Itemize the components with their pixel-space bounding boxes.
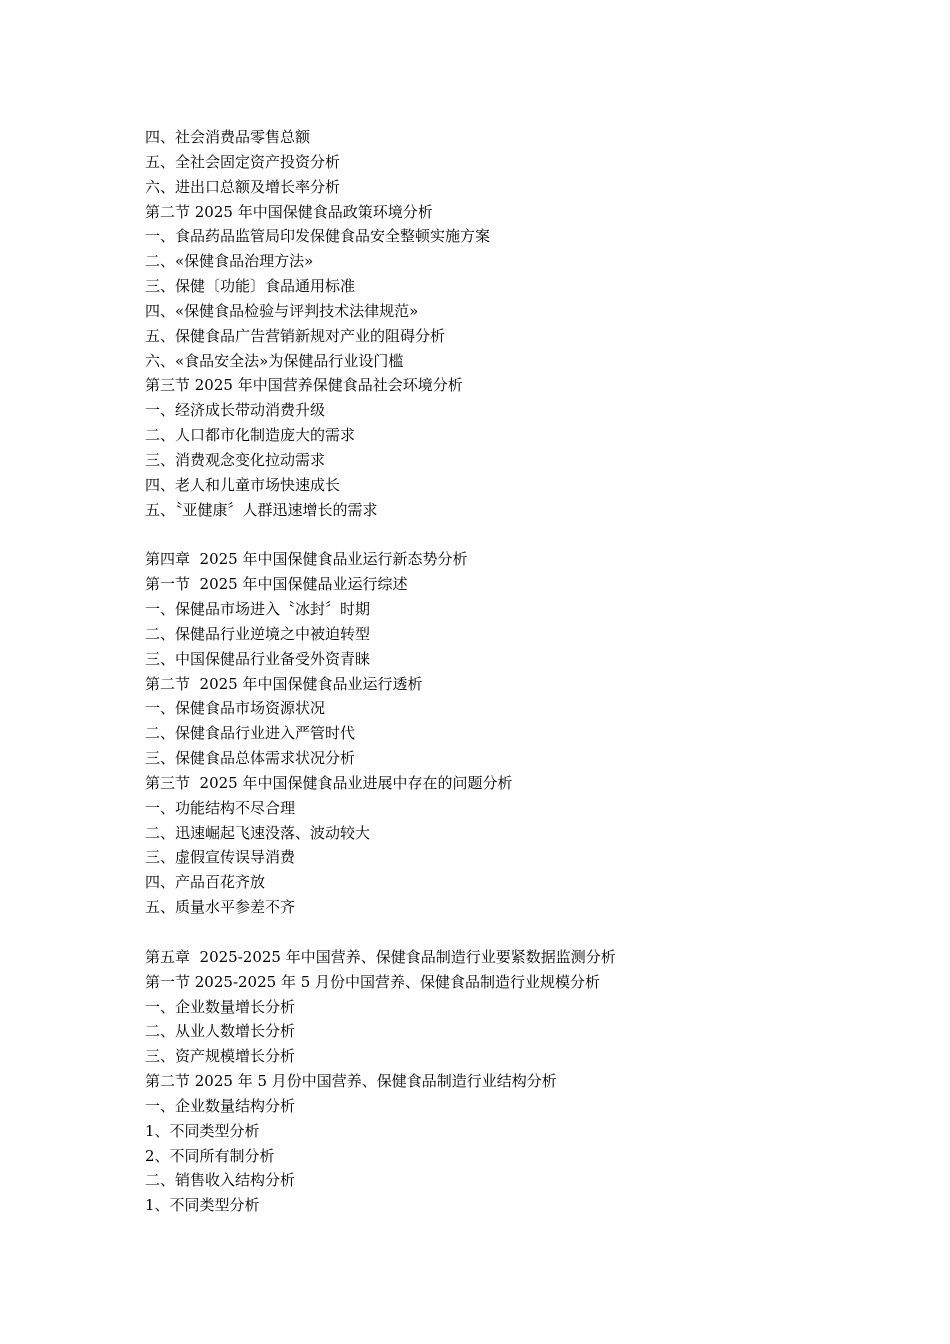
text-line: 五、质量水平参差不齐 (145, 898, 296, 917)
section-heading: 第二节 2025 年中国保健食品政策环境分析 (145, 202, 433, 221)
text-line: 三、消费观念变化拉动需求 (145, 450, 326, 469)
section-heading: 第三节 2025 年中国保健食品业进展中存在的问题分析 (145, 773, 513, 792)
section-heading: 第一节 2025 年中国保健品业运行综述 (145, 575, 408, 594)
text-line: 三、保健〔功能〕食品通用标准 (145, 277, 356, 296)
text-line: 一、企业数量结构分析 (145, 1096, 296, 1115)
section-heading: 第二节 2025 年 5 月份中国营养、保健食品制造行业结构分析 (145, 1072, 557, 1091)
text-line: 二、保健食品行业进入严管时代 (145, 724, 356, 743)
text-line: 二、保健品行业逆境之中被迫转型 (145, 624, 371, 643)
text-line: 二、销售收入结构分析 (145, 1171, 296, 1190)
text-line: 1、不同类型分析 (145, 1196, 260, 1215)
text-line: 三、保健食品总体需求状况分析 (145, 749, 356, 768)
blank-line (145, 523, 845, 548)
text-line: 二、从业人数增长分析 (145, 1022, 296, 1041)
text-line: 五、保健食品广告营销新规对产业的阻碍分析 (145, 326, 446, 345)
text-line: 四、老人和儿童市场快速成长 (145, 475, 341, 494)
text-line: 二、迅速崛起飞速没落、波动较大 (145, 823, 371, 842)
text-line: 四、«保健食品检验与评判技术法律规范» (145, 301, 419, 320)
text-line: 一、企业数量增长分析 (145, 997, 296, 1016)
text-line: 一、功能结构不尽合理 (145, 798, 296, 817)
text-line: 2、不同所有制分析 (145, 1146, 275, 1165)
text-line: 一、保健品市场进入〝冰封〞时期 (145, 600, 371, 619)
text-line: 二、«保健食品治理方法» (145, 252, 314, 271)
text-line: 四、产品百花齐放 (145, 873, 266, 892)
text-line: 五、全社会固定资产投资分析 (145, 152, 341, 171)
blank-line (145, 920, 845, 945)
text-line: 二、人口都市化制造庞大的需求 (145, 426, 356, 445)
text-line: 六、«食品安全法»为保健品行业设门槛 (145, 351, 404, 370)
chapter-heading: 第五章 2025-2025 年中国营养、保健食品制造行业要紧数据监测分析 (145, 947, 616, 966)
text-line: 三、虚假宣传误导消费 (145, 848, 296, 867)
document-body (145, 125, 845, 1218)
text-line: 1、不同类型分析 (145, 1121, 260, 1140)
text-line: 六、进出口总额及增长率分析 (145, 177, 341, 196)
section-heading: 第二节 2025 年中国保健食品业运行透析 (145, 674, 423, 693)
text-line: 一、经济成长带动消费升级 (145, 401, 326, 420)
chapter-heading: 第四章 2025 年中国保健食品业运行新态势分析 (145, 550, 468, 569)
text-line: 一、食品药品监管局印发保健食品安全整顿实施方案 (145, 227, 491, 246)
section-heading: 第三节 2025 年中国营养保健食品社会环境分析 (145, 376, 463, 395)
text-line: 四、社会消费品零售总额 (145, 128, 311, 146)
section-heading: 第一节 2025-2025 年 5 月份中国营养、保健食品制造行业规模分析 (145, 972, 601, 991)
text-line: 五、〝亚健康〞人群迅速增长的需求 (145, 500, 378, 519)
text-line: 一、保健食品市场资源状况 (145, 699, 326, 718)
text-line: 三、中国保健品行业备受外资青睐 (145, 649, 371, 668)
text-line: 三、资产规模增长分析 (145, 1047, 296, 1066)
